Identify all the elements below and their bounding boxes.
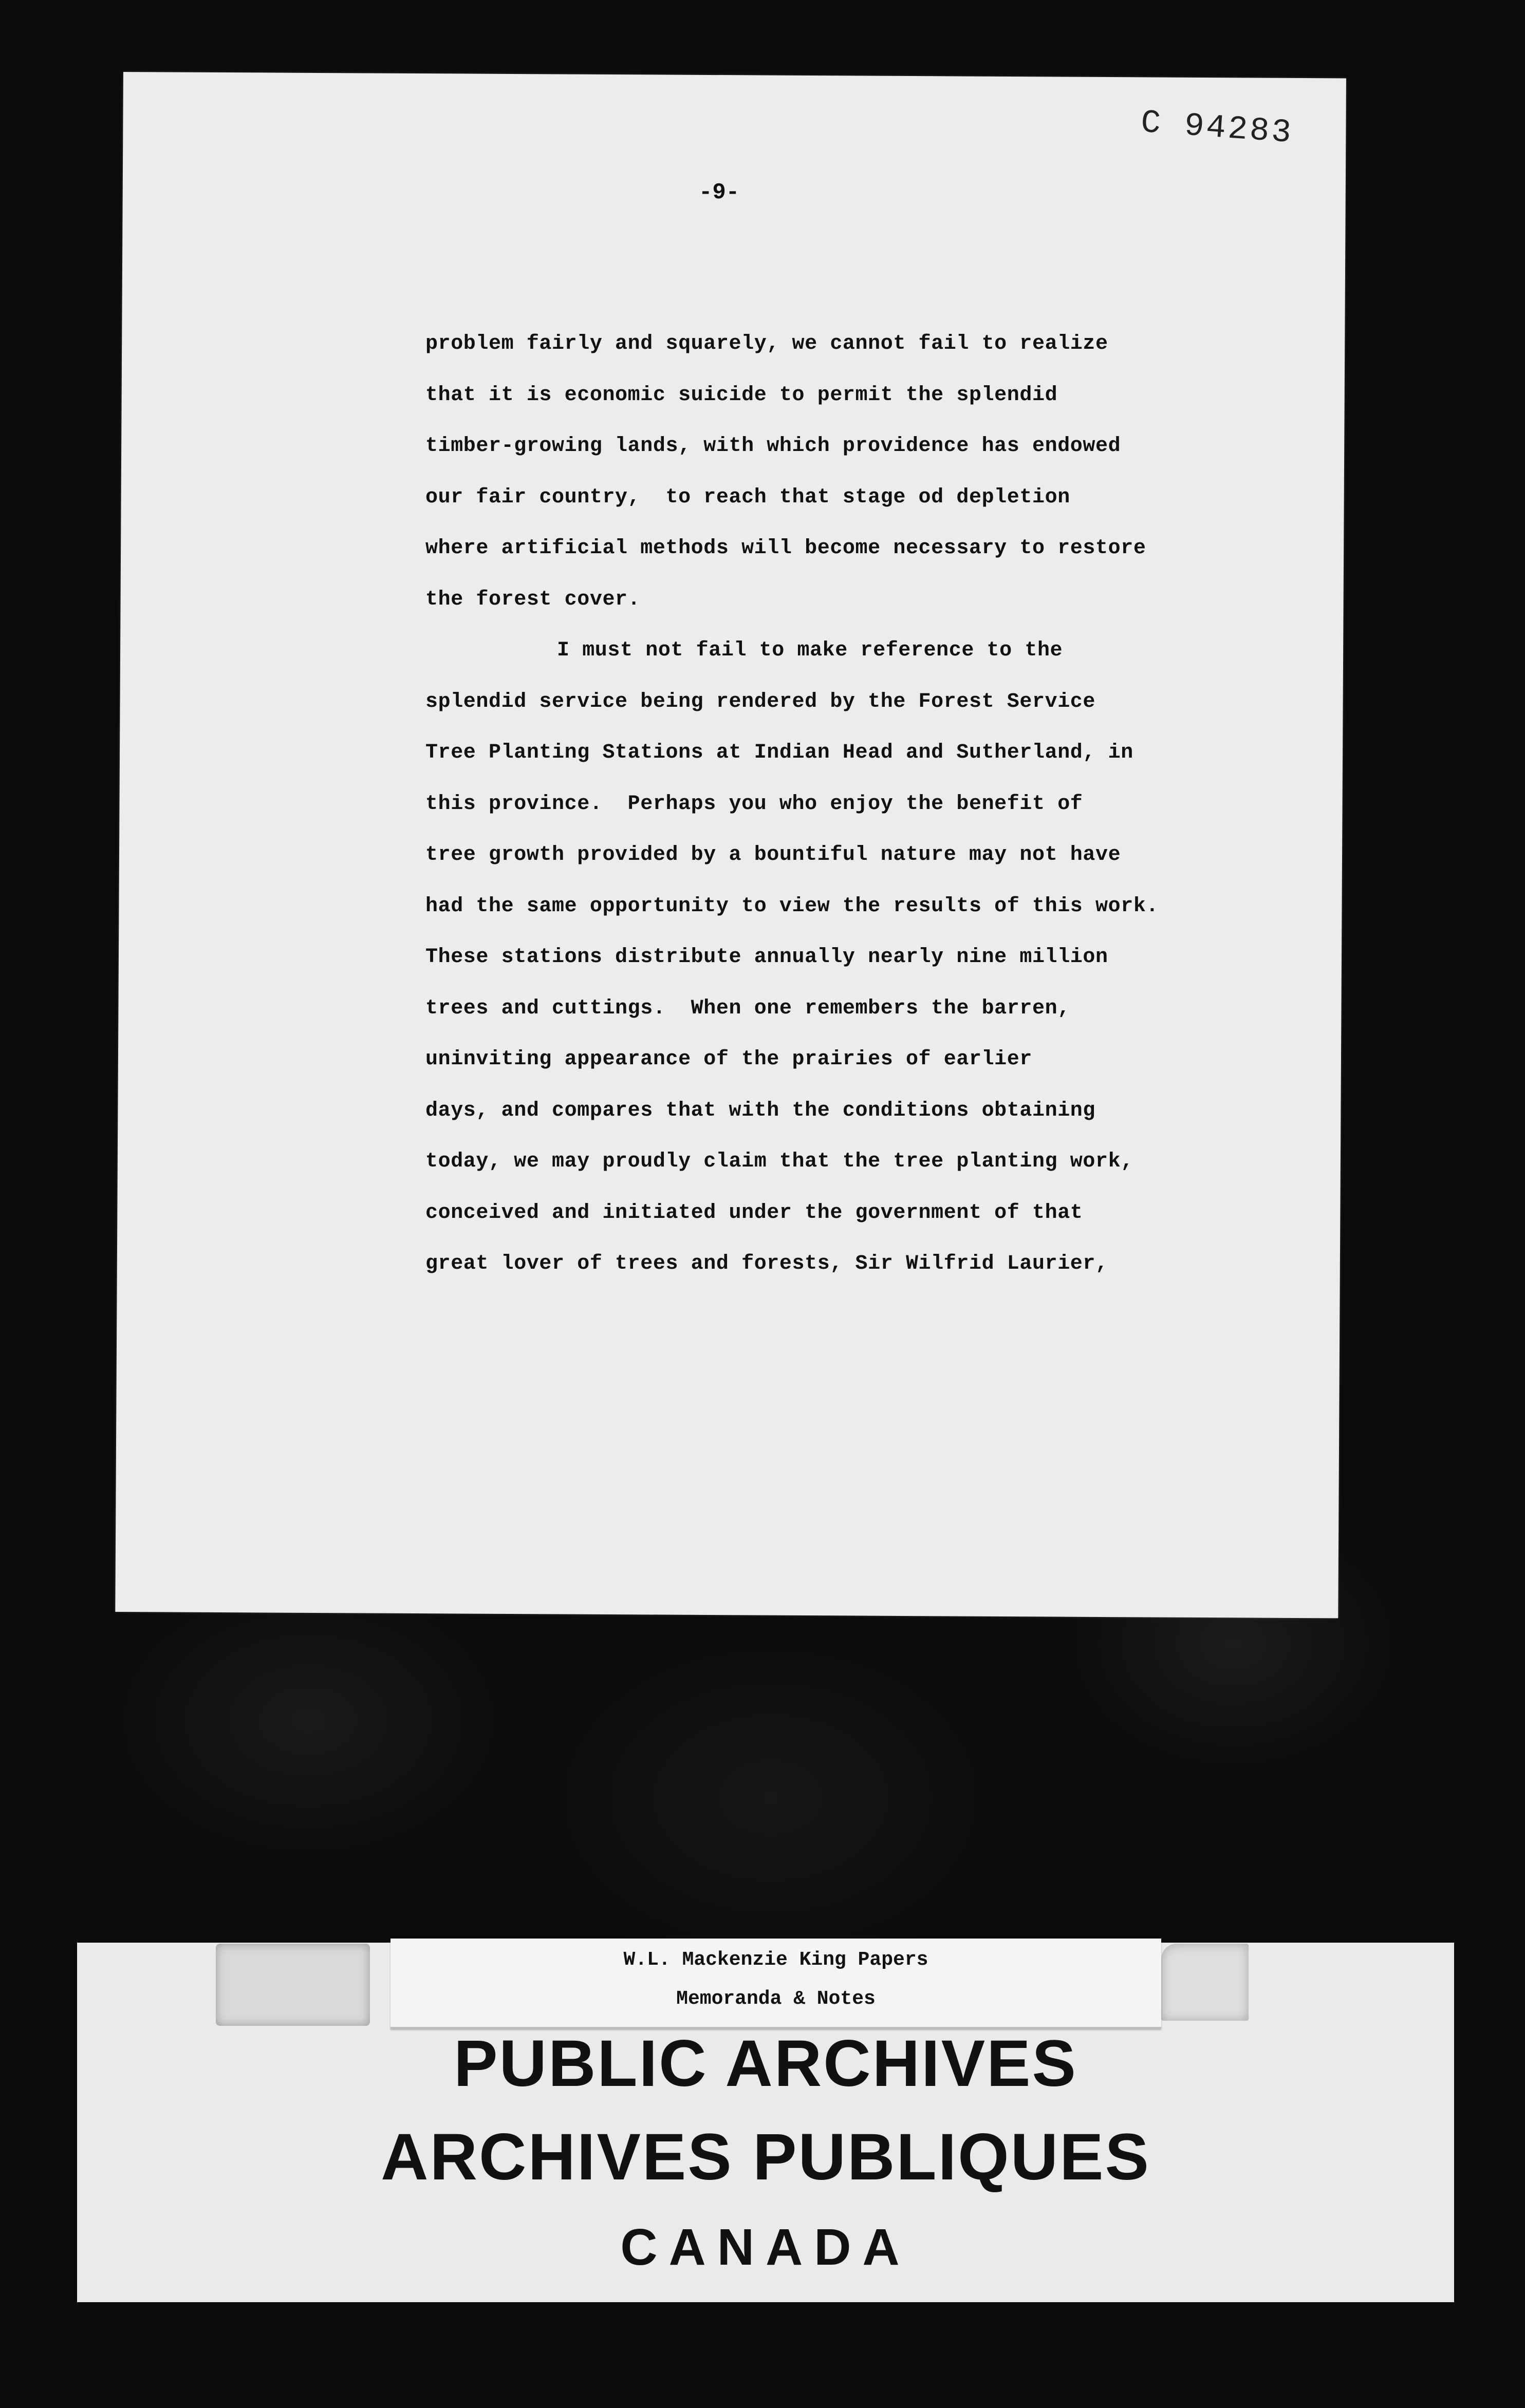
collection-tab (390, 1939, 1161, 2029)
text-line: These stations distribute annually nearly nine million (425, 946, 1108, 969)
letter-body (425, 329, 1196, 1300)
archive-country: CANADA (620, 2218, 911, 2276)
text-line: days, and compares that with the conditions obtaining (425, 1099, 1096, 1122)
text-line: splendid service being rendered by the Forest Service (425, 690, 1096, 713)
archive-title-french: ARCHIVES PUBLIQUES (381, 2120, 1150, 2194)
text-line: today, we may proudly claim that the tree planting work, (425, 1150, 1133, 1173)
text-line: conceived and initiated under the government of that (425, 1201, 1083, 1225)
text-line: that it is economic suicide to permit the splendid (425, 383, 1058, 407)
text-line: trees and cuttings. When one remembers the barren, (425, 996, 1070, 1020)
text-line: problem fairly and squarely, we cannot fail to realize (425, 332, 1108, 355)
collection-name: W.L. Mackenzie King Papers (623, 1949, 928, 1971)
text-line: uninviting appearance of the prairies of earlier (425, 1048, 1032, 1071)
page-number: -9- (699, 180, 740, 205)
reference-number: C 94283 (1139, 104, 1294, 153)
text-line: I must not fail to make reference to the (557, 639, 1063, 662)
series-name: Memoranda & Notes (676, 1988, 876, 2010)
text-line: this province. Perhaps you who enjoy the benefit of (425, 792, 1083, 816)
text-line: the forest cover. (425, 588, 641, 611)
text-line: great lover of trees and forests, Sir Wilfrid Laurier, (425, 1252, 1108, 1275)
text-line: had the same opportunity to view the results of this work. (425, 894, 1159, 918)
text-line: Tree Planting Stations at Indian Head and Sutherland, in (425, 741, 1133, 764)
text-line: our fair country, to reach that stage od depletion (425, 485, 1070, 509)
text-line: timber-growing lands, with which providence has endowed (425, 435, 1121, 458)
torn-paper-left (216, 1944, 370, 2026)
text-line: where artificial methods will become necessary to restore (425, 537, 1146, 560)
text-line: tree growth provided by a bountiful nature may not have (425, 843, 1121, 867)
torn-paper-right (1161, 1944, 1249, 2021)
archive-title-english: PUBLIC ARCHIVES (454, 2027, 1077, 2100)
